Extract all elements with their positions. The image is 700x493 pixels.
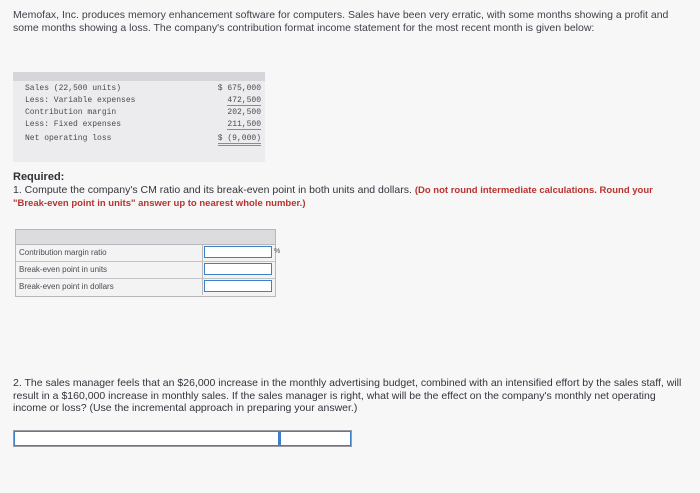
statement-amount: $ (9,000) xyxy=(218,134,261,146)
answer-row-label: Contribution margin ratio xyxy=(19,248,107,257)
breakeven-dollars-input[interactable] xyxy=(204,280,272,292)
statement-row-sales xyxy=(13,84,265,95)
answer-row-label: Break-even point in dollars xyxy=(19,282,114,291)
statement-label: Contribution margin xyxy=(25,108,117,117)
answer-row-label: Break-even point in units xyxy=(19,265,108,274)
statement-row-net-operating-loss xyxy=(13,134,265,145)
income-statement xyxy=(13,72,265,162)
statement-label: Net operating loss xyxy=(25,134,112,143)
statement-label: Sales (22,500 units) xyxy=(25,84,122,93)
answer-row-breakeven-dollars xyxy=(16,279,275,295)
statement-amount: 472,500 xyxy=(227,96,261,105)
question-2: 2. The sales manager feels that an $26,000 increase in the monthly advertising budget, combined with an intensified effort by the sales staff, will result in a $160,000 increase in monthly sales. If the sales manager is right, what will be the effect on the company's monthly net operating income or loss? (Use the incremental approach in preparing your answer.) xyxy=(13,377,682,414)
question-1-text: 1. Compute the company's CM ratio and its break-even point in both units and dollars. xyxy=(13,184,412,196)
answer-row-breakeven-units xyxy=(16,262,275,279)
required-heading: Required: xyxy=(13,171,65,183)
answer-row-cm-ratio xyxy=(16,245,281,262)
question-2-answer xyxy=(13,430,352,447)
statement-amount: 202,500 xyxy=(227,108,261,117)
answer-table-header xyxy=(16,230,275,245)
statement-label: Less: Fixed expenses xyxy=(25,120,122,129)
problem-intro: Memofax, Inc. produces memory enhancement software for computers. Sales have been very erratic, with some months showing a profit and some months showing a loss. The company's contribution format income statement for the most recent month is given below: xyxy=(13,9,669,34)
question-1 xyxy=(13,184,688,210)
question-1-note: (Do not round intermediate calculations. Round your "Break-even point in units" answer up to nearest whole number.) xyxy=(13,185,653,209)
statement-amount: 211,500 xyxy=(227,120,261,129)
breakeven-units-input[interactable] xyxy=(204,263,272,275)
percent-unit: % xyxy=(274,248,281,255)
effect-amount-input[interactable] xyxy=(279,431,351,446)
statement-row-fixed-expenses xyxy=(13,120,265,131)
cm-ratio-input[interactable] xyxy=(204,246,272,258)
statement-row-variable-expenses xyxy=(13,96,265,107)
statement-row-contribution-margin xyxy=(13,108,265,119)
answer-table xyxy=(15,229,281,297)
statement-amount: $ 675,000 xyxy=(217,84,261,93)
statement-label: Less: Variable expenses xyxy=(25,96,136,105)
effect-dropdown[interactable] xyxy=(14,431,279,446)
